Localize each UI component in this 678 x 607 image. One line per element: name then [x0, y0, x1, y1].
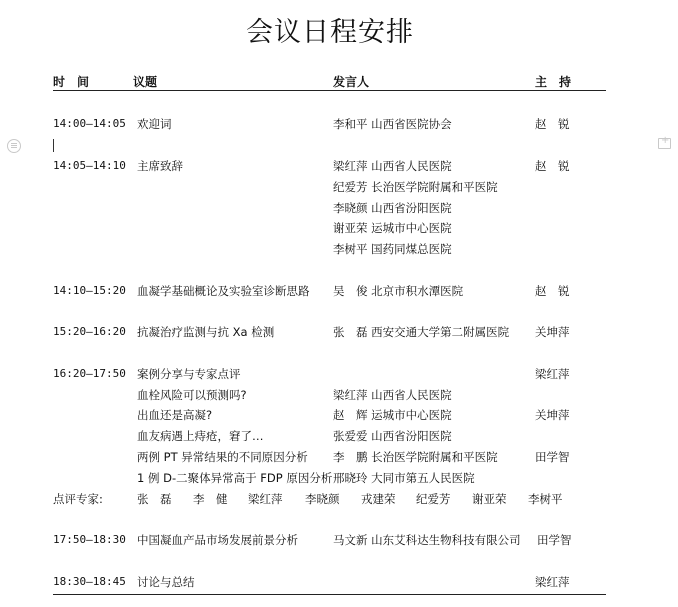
- row-time: 14:10–15:20: [53, 284, 126, 297]
- experts-label: 点评专家:: [53, 492, 103, 506]
- row-speaker: 纪爱芳 长治医学院附属和平医院: [333, 180, 498, 194]
- row-host: 赵 锐: [535, 159, 570, 173]
- row-time: 14:00–14:05: [53, 117, 126, 130]
- row-speaker: 谢亚荣 运城市中心医院: [333, 221, 452, 235]
- header-topic: 议题: [133, 75, 158, 89]
- expert-name: 戎建荣: [361, 492, 396, 506]
- case-speaker: 梁红萍 山西省人民医院: [333, 388, 452, 402]
- row-speaker: 李树平 国药同煤总医院: [333, 242, 452, 256]
- row-topic: 中国凝血产品市场发展前景分析: [137, 533, 298, 547]
- row-host: 关坤萍: [535, 325, 570, 339]
- row-topic: 讨论与总结: [137, 575, 195, 589]
- case-topic: 出血还是高凝?: [137, 408, 213, 422]
- expert-name: 纪爱芳: [416, 492, 451, 506]
- row-host: 梁红萍: [535, 575, 570, 589]
- case-speaker: 邢晓玲 大同市第五人民医院: [333, 471, 475, 485]
- row-time: 18:30–18:45: [53, 575, 126, 588]
- row-topic: 主席致辞: [137, 159, 183, 173]
- row-speaker: 梁红萍 山西省人民医院: [333, 159, 452, 173]
- case-speaker: 张爱爱 山西省汾阳医院: [333, 429, 452, 443]
- row-time: 14:05–14:10: [53, 159, 126, 172]
- header-speaker: 发言人: [333, 75, 370, 89]
- row-speaker: 张 磊 西安交通大学第二附属医院: [333, 325, 510, 339]
- row-time: 17:50–18:30: [53, 533, 126, 546]
- add-comment-icon[interactable]: [658, 138, 671, 149]
- row-speaker: 吴 俊 北京市积水潭医院: [333, 284, 464, 298]
- row-host: 田学智: [537, 533, 572, 547]
- case-host: 田学智: [535, 450, 570, 464]
- case-speaker: 赵 辉 运城市中心医院: [333, 408, 452, 422]
- row-topic: 抗凝治疗监测与抗 Xa 检测: [137, 325, 275, 339]
- case-topic: 血栓风险可以预测吗?: [137, 388, 247, 402]
- expert-name: 梁红萍: [248, 492, 283, 506]
- header-host: 主 持: [535, 75, 572, 89]
- text-cursor: [53, 139, 54, 152]
- header-rule: [53, 90, 606, 91]
- row-time: 16:20–17:50: [53, 367, 126, 380]
- row-speaker: 李和平 山西省医院协会: [333, 117, 452, 131]
- row-topic: 欢迎词: [137, 117, 172, 131]
- expert-name: 张 磊: [137, 492, 172, 506]
- expert-name: 谢亚荣: [472, 492, 507, 506]
- row-host: 赵 锐: [535, 284, 570, 298]
- row-host: 赵 锐: [535, 117, 570, 131]
- expert-name: 李 健: [193, 492, 228, 506]
- row-topic: 案例分享与专家点评: [137, 367, 241, 381]
- case-host: 关坤萍: [535, 408, 570, 422]
- paragraph-menu-icon[interactable]: [7, 139, 21, 153]
- row-host: 梁红萍: [535, 367, 570, 381]
- case-topic: 1 例 D-二聚体异常高于 FDP 原因分析: [137, 471, 333, 485]
- case-topic: 两例 PT 异常结果的不同原因分析: [137, 450, 308, 464]
- case-speaker: 李 鹏 长治医学院附属和平医院: [333, 450, 498, 464]
- page-title: 会议日程安排: [246, 17, 414, 48]
- row-topic: 血凝学基础概论及实验室诊断思路: [137, 284, 310, 298]
- row-speaker: 马文新 山东艾科达生物科技有限公司: [333, 533, 521, 547]
- expert-name: 李晓颜: [305, 492, 340, 506]
- footer-rule: [53, 594, 606, 595]
- header-time: 时 间: [53, 75, 90, 89]
- case-topic: 血友病遇上痔疮，窘了…: [137, 429, 264, 443]
- row-time: 15:20–16:20: [53, 325, 126, 338]
- row-speaker: 李晓颜 山西省汾阳医院: [333, 201, 452, 215]
- expert-name: 李树平: [528, 492, 563, 506]
